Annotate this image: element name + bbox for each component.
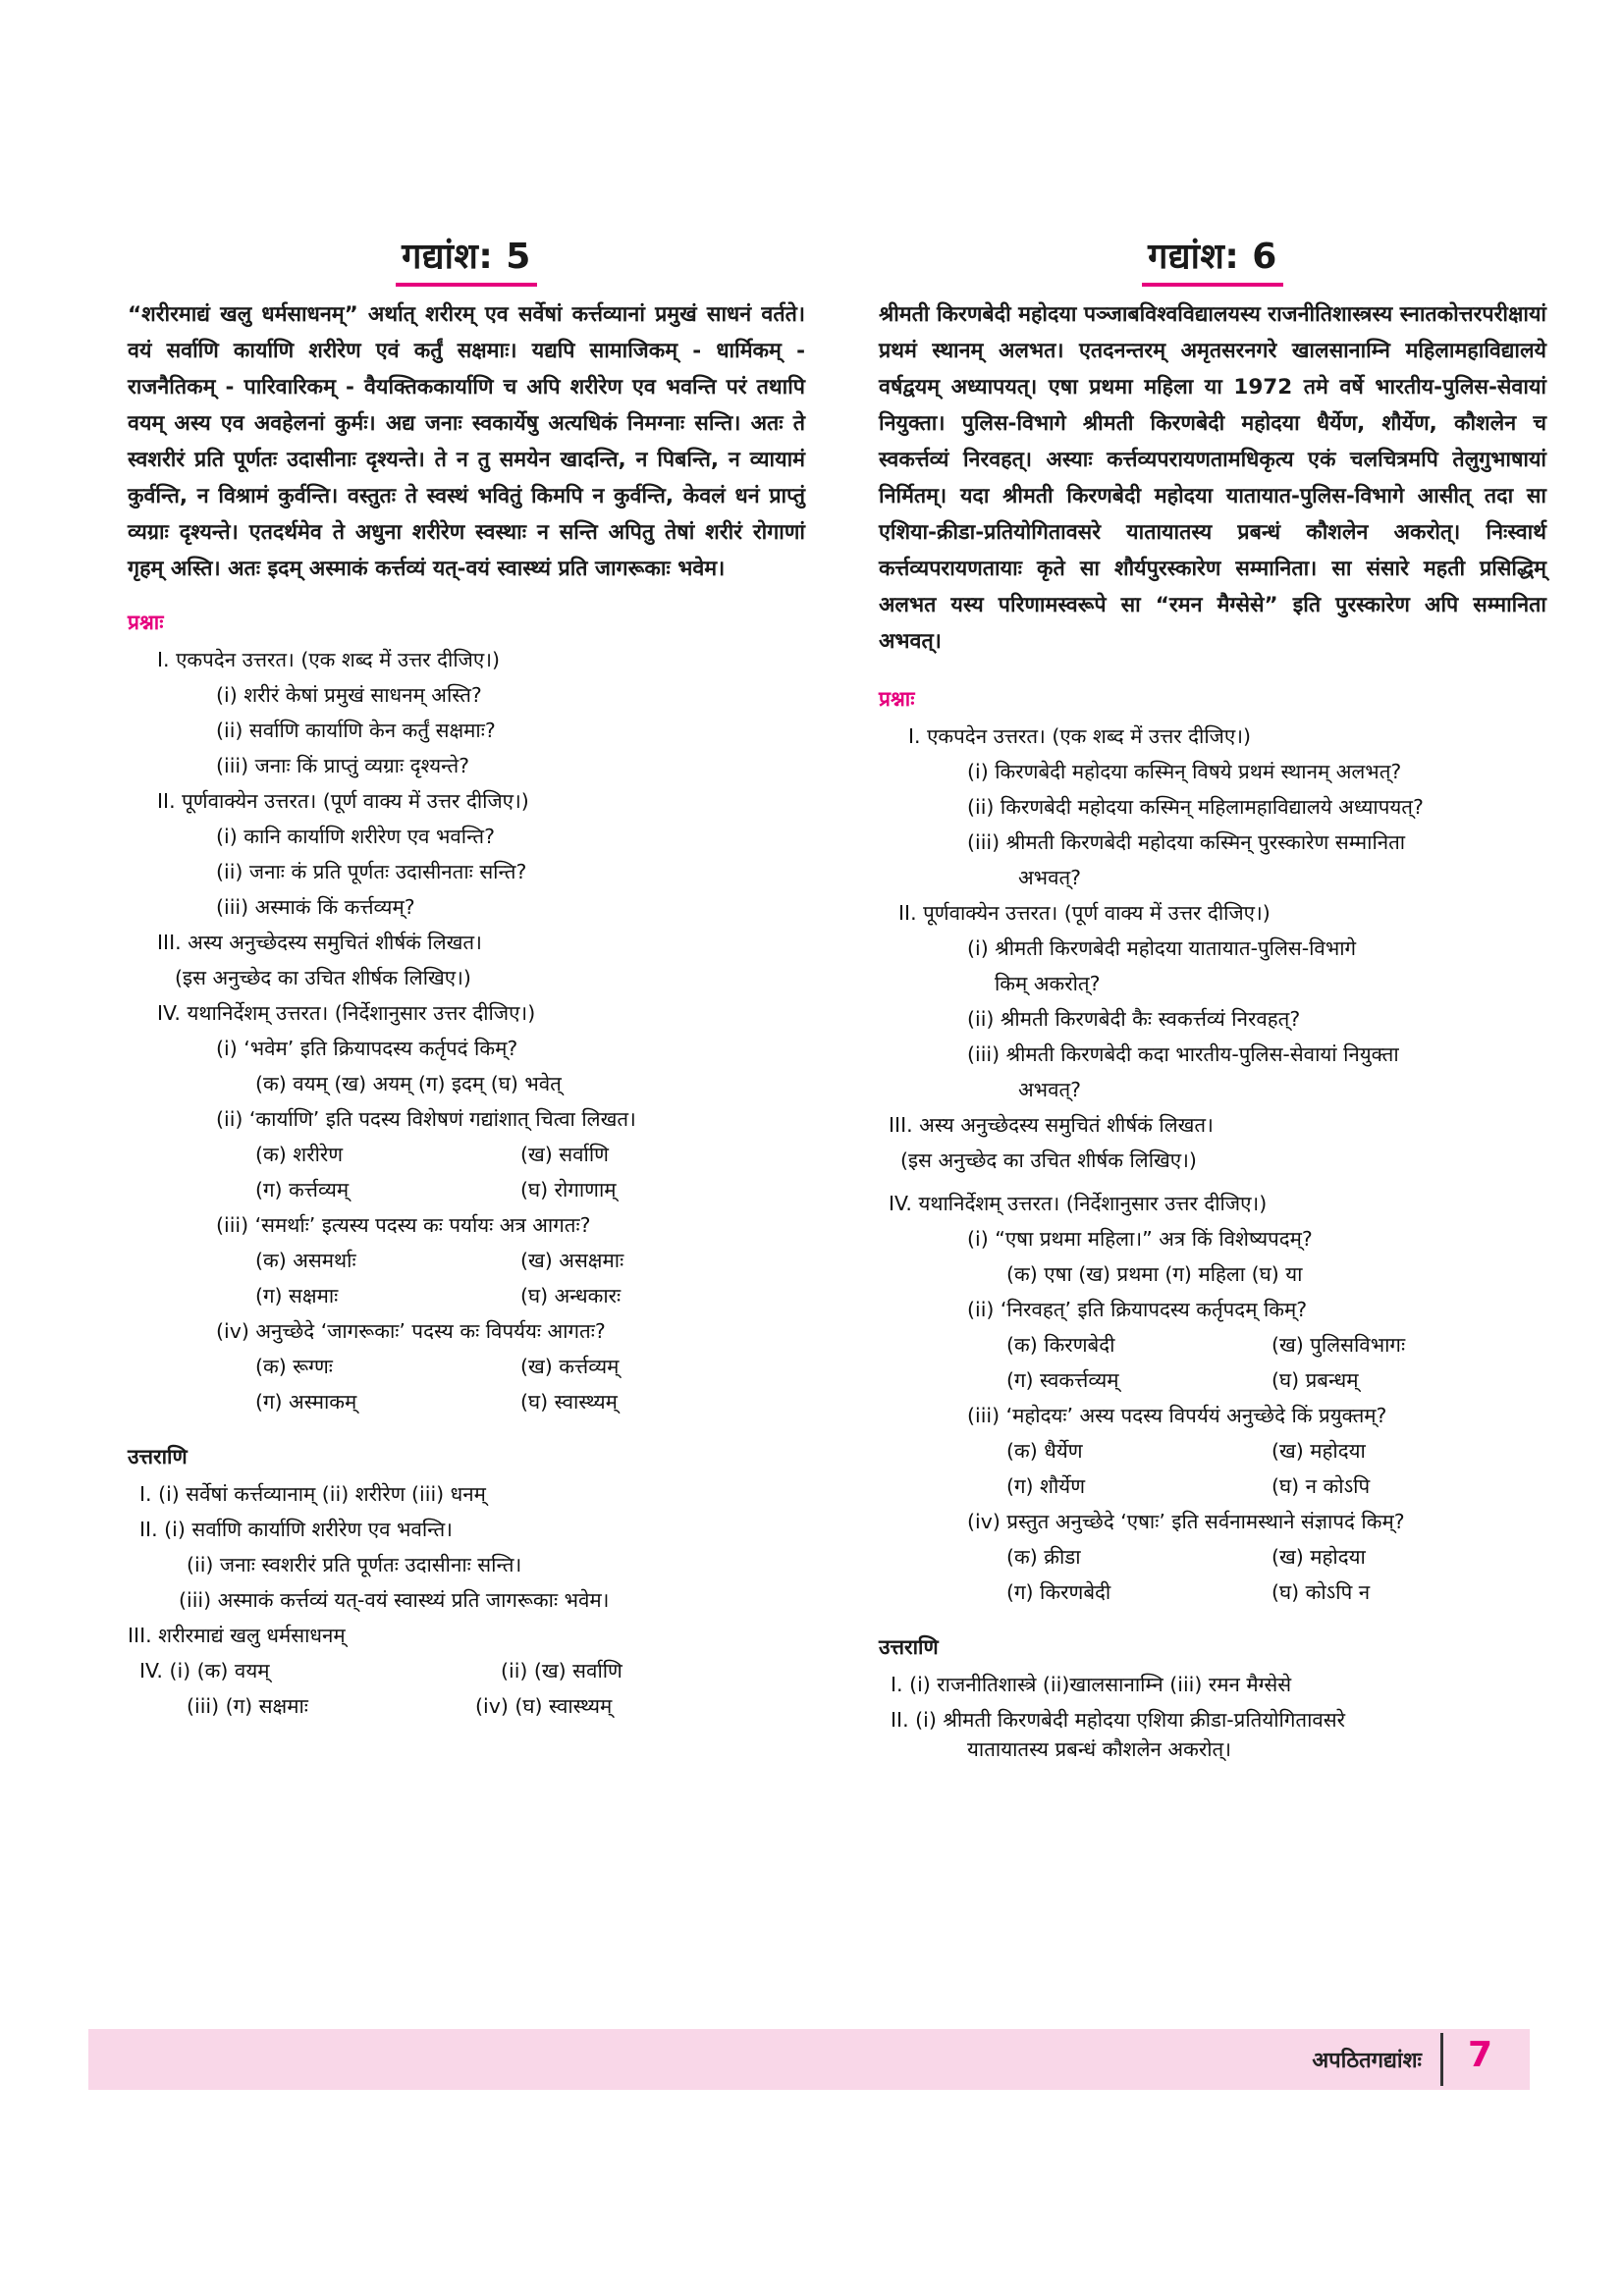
option: (ख) कर्त्तव्यम् <box>520 1355 620 1378</box>
question-item-continued: अभवत्? <box>1018 866 1082 889</box>
option-row: (क) एषा (ख) प्रथमा (ग) महिला (घ) या <box>1006 1262 1303 1286</box>
option: (ग) अस्माकम् <box>255 1390 357 1414</box>
question-item: (i) श्रीमती किरणबेदी महोदया यातायात-पुलिस-विभागे <box>967 936 1357 960</box>
question-item: (ii) जनाः कं प्रति पूर्णतः उदासीनताः सन्ति? <box>216 860 527 883</box>
question-item: (ii) श्रीमती किरणबेदी कैः स्वकर्त्तव्यं निरवहत्? <box>967 1007 1301 1031</box>
questions-title: प्रश्नाः <box>879 687 915 711</box>
option: (ग) किरणबेदी <box>1006 1580 1111 1604</box>
option: (क) धैर्येण <box>1006 1439 1083 1463</box>
question-item: (iv) प्रस्तुत अनुच्छेदे ‘एषाः’ इति सर्वनामस्थाने संज्ञापदं किम्? <box>967 1510 1405 1533</box>
option: (ख) असक्षमाः <box>520 1249 624 1272</box>
answer-line <box>128 1653 805 1688</box>
answer-item: (iv) (घ) स्वास्थ्यम् <box>475 1694 613 1718</box>
question-item-continued: किम् अकरोत्? <box>995 972 1101 995</box>
option: (घ) रोगाणाम् <box>520 1178 617 1201</box>
option-row <box>128 1243 805 1278</box>
option-row: (क) वयम् (ख) अयम् (ग) इदम् (घ) भवेत् <box>255 1072 562 1095</box>
questions-title: प्रश्नाः <box>128 611 164 634</box>
answer-line: II. (i) सर्वाणि कार्याणि शरीरेण एव भवन्ति। <box>139 1518 453 1541</box>
answer-line: II. (i) श्रीमती किरणबेदी महोदया एशिया क्रीडा-प्रतियोगितावसरे <box>891 1708 1346 1732</box>
option-row <box>128 1278 805 1313</box>
answers-title: उत्तराणि <box>879 1635 939 1659</box>
question-item: (i) शरीरं केषां प्रमुखं साधनम् अस्ति? <box>216 683 482 707</box>
question-subtitle: (इस अनुच्छेद का उचित शीर्षक लिखिए।) <box>900 1148 1197 1172</box>
answer-item: (ii) (ख) सर्वाणि <box>501 1659 622 1682</box>
question-item: (ii) किरणबेदी महोदया कस्मिन् महिलामहाविद्यालये अध्यापयत्? <box>967 795 1424 819</box>
option: (ग) सक्षमाः <box>255 1284 339 1308</box>
option-row <box>879 1468 1546 1504</box>
passage-text: श्रीमती किरणबेदी महोदया पञ्जाबविश्वविद्यालयस्य राजनीतिशास्त्रस्य स्नातकोत्तरपरीक्षायां प्रथमं स्थानम् अलभत। एतदनन्तरम् अमृतसरनगरे खालसानाम्नि महिलामहाविद्यालये वर्षद्वयम् अध्यापयत्। एषा प्रथमा महिला या 1972 तमे वर्षे भारतीय-पुलिस-सेवायां नियुक्ता। पुलिस-विभागे श्रीमती किरणबेदी महोदया धैर्येण, शौर्येण, कौशलेन च स्वकर्त्तव्यं निरवहत्। अस्याः कर्त्तव्यपरायणतामधिकृत्य एकं चलचित्रमपि तेलुगुभाषायां निर्मितम्। यदा श्रीमती किरणबेदी महोदया यातायात-पुलिस-विभागे आसीत् तदा सा एशिया-क्रीडा-प्रतियोगितावसरे यातायातस्य प्रबन्धं कौशलेन अकरोत्। निःस्वार्थ कर्त्तव्यपरायणतायाः कृते सा शौर्यपुरस्कारेण सम्मानिता। सा संसारे महती प्रसिद्धिम् अलभत यस्य परिणामस्वरूपे सा “रमन मैग्सेसे” इति पुरस्कारेण अपि सम्मानिता अभवत्। <box>879 302 1546 654</box>
question-item: (i) “एषा प्रथमा महिला।” अत्र किं विशेष्यपदम्? <box>967 1227 1313 1251</box>
question-item-continued: अभवत्? <box>1018 1078 1082 1101</box>
answer-line <box>128 1688 805 1724</box>
answer-item: IV. (i) (क) वयम् <box>139 1659 270 1682</box>
question-heading: I. एकपदेन उत्तरत। (एक शब्द में उत्तर दीजिए।) <box>157 648 500 671</box>
answer-line: III. शरीरमाद्यं खलु धर्मसाधनम् <box>128 1624 346 1647</box>
option: (ख) सर्वाणि <box>520 1143 609 1166</box>
answer-item: (iii) (ग) सक्षमाः <box>187 1694 308 1718</box>
option: (ग) शौर्येण <box>1006 1474 1086 1498</box>
option: (क) असमर्थाः <box>255 1249 356 1272</box>
question-heading: III. अस्य अनुच्छेदस्य समुचितं शीर्षकं लिखत। <box>157 931 482 954</box>
passage-heading: गद्यांश: 6 <box>1142 231 1283 287</box>
option-row <box>879 1433 1546 1468</box>
option: (ग) स्वकर्त्तव्यम् <box>1006 1368 1119 1392</box>
page-number: 7 <box>1467 2035 1492 2075</box>
option: (ख) महोदया <box>1271 1439 1366 1463</box>
question-heading: I. एकपदेन उत्तरत। (एक शब्द में उत्तर दीजिए।) <box>908 724 1251 748</box>
question-item: (iv) अनुच्छेदे ‘जागरूकाः’ पदस्य कः विपर्ययः आगतः? <box>216 1319 606 1343</box>
question-item: (iii) अस्माकं किं कर्त्तव्यम्? <box>216 895 415 919</box>
question-item: (iii) श्रीमती किरणबेदी महोदया कस्मिन् पुरस्कारेण सम्मानिता <box>967 830 1406 854</box>
question-heading: II. पूर्णवाक्येन उत्तरत। (पूर्ण वाक्य में उत्तर दीजिए।) <box>157 789 529 813</box>
option: (घ) स्वास्थ्यम् <box>520 1390 618 1414</box>
option-row <box>879 1362 1546 1398</box>
option-row <box>128 1172 805 1207</box>
question-item: (ii) ‘कार्याणि’ इति पदस्य विशेषणं गद्यांशात् चित्वा लिखत। <box>216 1107 636 1131</box>
footer-title: अपठितगद्यांशः <box>1312 2049 1422 2073</box>
option-row <box>879 1539 1546 1575</box>
question-item: (i) किरणबेदी महोदया कस्मिन् विषये प्रथमं स्थानम् अलभत्? <box>967 760 1402 783</box>
right-column <box>879 231 1546 1767</box>
option: (क) शरीरेण <box>255 1143 344 1166</box>
option: (घ) अन्धकारः <box>520 1284 622 1308</box>
option-row <box>128 1137 805 1172</box>
left-column <box>128 231 805 1724</box>
answer-line: I. (i) राजनीतिशास्त्रे (ii)खालसानाम्नि (iii) रमन मैग्सेसे <box>891 1673 1292 1696</box>
option: (ग) कर्त्तव्यम् <box>255 1178 350 1201</box>
question-heading: III. अस्य अनुच्छेदस्य समुचितं शीर्षकं लिखत। <box>889 1113 1214 1137</box>
option: (क) क्रीडा <box>1006 1545 1081 1569</box>
question-heading: IV. यथानिर्देशम् उत्तरत। (निर्देशानुसार उत्तर दीजिए।) <box>157 1001 536 1025</box>
option: (ख) महोदया <box>1271 1545 1366 1569</box>
answer-line: यातायातस्य प्रबन्धं कौशलेन अकरोत्। <box>967 1737 1231 1761</box>
passage-text: “शरीरमाद्यं खलु धर्मसाधनम्” अर्थात् शरीरम् एव सर्वेषां कर्त्तव्यानां प्रमुखं साधनं वर्तते। वयं सर्वाणि कार्याणि शरीरेण एवं कर्तुं सक्षमाः। यद्यपि सामाजिकम् - धार्मिकम् - राजनैतिकम् - पारिवारिकम् - वैयक्तिककार्याणि च अपि शरीरेण एव भवन्ति परं तथापि वयम् अस्य एव अवहेलनां कुर्मः। अद्य जनाः स्वकार्येषु अत्यधिकं निमग्नाः सन्ति। अतः ते स्वशरीरं प्रति पूर्णतः उदासीनाः दृश्यन्ते। ते न तु समयेन खादन्ति, न पिबन्ति, न व्यायामं कुर्वन्ति, न विश्रामं कुर्वन्ति। वस्तुतः ते स्वस्थं भवितुं किमपि न कुर्वन्ति, केवलं धनं प्राप्तुं व्यग्राः दृश्यन्ते। एतदर्थमेव ते अधुना शरीरेण स्वस्थाः न सन्ति अपितु तेषां शरीरं रोगाणां गृहम् अस्ति। अतः इदम् अस्माकं कर्त्तव्यं यत्-वयं स्वास्थ्यं प्रति जागरूकाः भवेम। <box>128 302 805 581</box>
footer-divider <box>1440 2033 1443 2086</box>
question-item: (ii) ‘निरवहत्’ इति क्रियापदस्य कर्तृपदम् किम्? <box>967 1298 1308 1321</box>
option-row <box>879 1327 1546 1362</box>
question-item: (iii) श्रीमती किरणबेदी कदा भारतीय-पुलिस-सेवायां नियुक्ता <box>967 1042 1399 1066</box>
answers-title: उत्तराणि <box>128 1445 188 1468</box>
question-heading: II. पूर्णवाक्येन उत्तरत। (पूर्ण वाक्य में उत्तर दीजिए।) <box>898 901 1271 925</box>
option: (घ) न कोऽपि <box>1271 1474 1371 1498</box>
passage-heading: गद्यांश: 5 <box>396 231 537 287</box>
question-item: (iii) ‘समर्थाः’ इत्यस्य पदस्य कः पर्यायः अत्र आगतः? <box>216 1213 591 1237</box>
footer-bar <box>88 2029 1530 2090</box>
question-item: (i) कानि कार्याणि शरीरेण एव भवन्ति? <box>216 825 495 848</box>
option: (क) रूग्णः <box>255 1355 333 1378</box>
question-item: (iii) ‘महोदयः’ अस्य पदस्य विपर्ययं अनुच्छेदे किं प्रयुक्तम्? <box>967 1404 1387 1427</box>
option: (ख) पुलिसविभागः <box>1271 1333 1406 1357</box>
option-row <box>128 1349 805 1384</box>
question-subtitle: (इस अनुच्छेद का उचित शीर्षक लिखिए।) <box>175 966 471 989</box>
option: (घ) कोऽपि न <box>1271 1580 1371 1604</box>
option-row <box>128 1384 805 1419</box>
question-item: (i) ‘भवेम’ इति क्रियापदस्य कर्तृपदं किम्? <box>216 1037 518 1060</box>
option: (क) किरणबेदी <box>1006 1333 1115 1357</box>
question-heading: IV. यथानिर्देशम् उत्तरत। (निर्देशानुसार उत्तर दीजिए।) <box>889 1192 1268 1215</box>
option-row <box>879 1575 1546 1610</box>
option: (घ) प्रबन्धम् <box>1271 1368 1359 1392</box>
question-item: (iii) जनाः किं प्राप्तुं व्यग्राः दृश्यन्ते? <box>216 754 470 777</box>
answer-line: I. (i) सर्वेषां कर्त्तव्यानाम् (ii) शरीरेण (iii) धनम् <box>139 1482 486 1506</box>
answer-line: (iii) अस्माकं कर्त्तव्यं यत्-वयं स्वास्थ्यं प्रति जागरूकाः भवेम। <box>179 1588 610 1612</box>
answer-line: (ii) जनाः स्वशरीरं प्रति पूर्णतः उदासीनाः सन्ति। <box>187 1553 522 1576</box>
question-item: (ii) सर्वाणि कार्याणि केन कर्तुं सक्षमाः? <box>216 719 496 742</box>
